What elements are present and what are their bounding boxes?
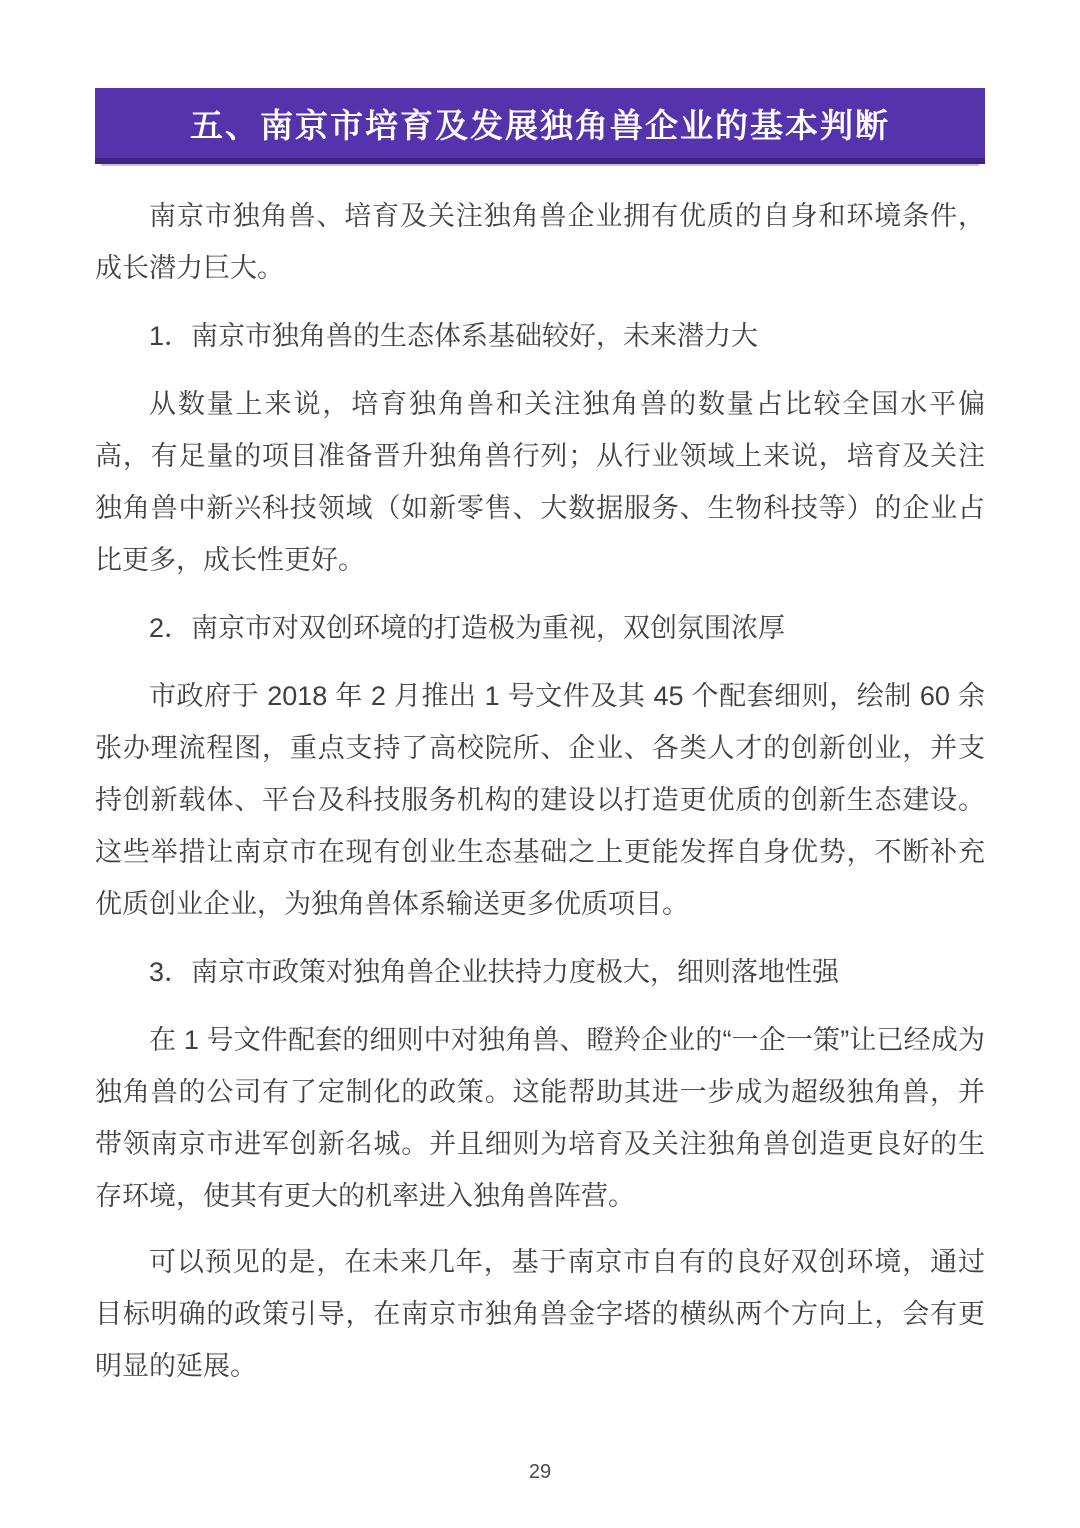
subheading-3: 3．南京市政策对独角兽企业扶持力度极大，细则落地性强 — [149, 957, 840, 987]
document-body — [95, 168, 985, 1406]
paragraph-2: 市政府于 2018 年 2 月推出 1 号文件及其 45 个配套细则，绘制 60 余张办理流程图，重点支持了高校院所、企业、各类人才的创新创业，并支持创新载体、平台及科技服务机构的建设以打造更优质的创新生态建设。这些举措让南京市在现有创业生态基础之上更能发挥自身优势，不断补充优质创业企业，为独角兽体系输送更多优质项目。 — [95, 681, 985, 919]
paragraph-conclusion: 可以预见的是，在未来几年，基于南京市自有的良好双创环境，通过目标明确的政策引导，在南京市独角兽金字塔的横纵两个方向上，会有更明显的延展。 — [95, 1247, 985, 1381]
subheading-1: 1．南京市独角兽的生态体系基础较好，未来潜力大 — [149, 321, 759, 351]
section-title: 五、南京市培育及发展独角兽企业的基本判断 — [190, 106, 890, 144]
section-header-banner — [95, 88, 985, 164]
subheading-2: 2．南京市对双创环境的打造极为重视，双创氛围浓厚 — [149, 613, 786, 643]
paragraph-intro: 南京市独角兽、培育及关注独角兽企业拥有优质的自身和环境条件，成长潜力巨大。 — [95, 201, 985, 283]
paragraph-3: 在 1 号文件配套的细则中对独角兽、瞪羚企业的“一企一策”让已经成为独角兽的公司有了定制化的政策。这能帮助其进一步成为超级独角兽，并带领南京市进军创新名城。并且细则为培育及关注独角兽创造更良好的生存环境，使其有更大的机率进入独角兽阵营。 — [95, 1025, 985, 1211]
page-number: 29 — [528, 1461, 552, 1483]
paragraph-1: 从数量上来说，培育独角兽和关注独角兽的数量占比较全国水平偏高，有足量的项目准备晋升独角兽行列；从行业领域上来说，培育及关注独角兽中新兴科技领域（如新零售、大数据服务、生物科技等）的企业占比更多，成长性更好。 — [95, 389, 985, 575]
